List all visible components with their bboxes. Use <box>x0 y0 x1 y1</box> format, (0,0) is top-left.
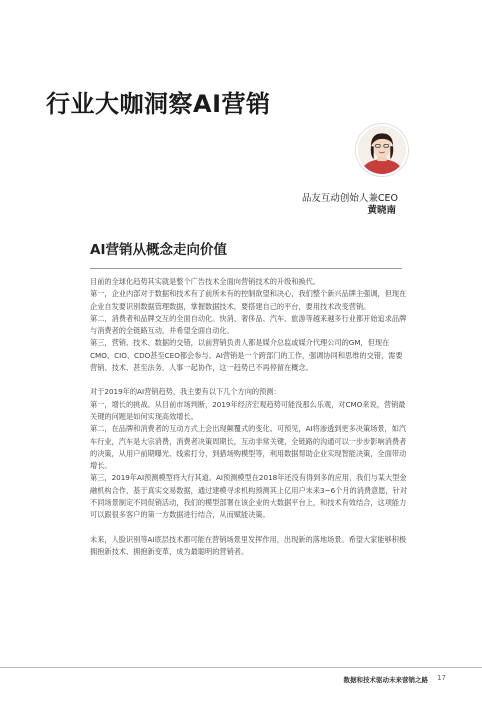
paragraph-gap <box>90 374 408 386</box>
paragraph: 第二，在品牌和消费者的互动方式上会出现颠覆式的变化。可预见，AI将渗透到更多决策场景，如汽车行业，汽车是大宗消费，消费者决策周期长，互动非常关键，全链路的沟通可以一步步影响消费者的决策，从用户前期曝光、线索打分，到猎场购模型等，利用数据帮助企业实现智能决策，全面带动增长。 <box>90 424 407 471</box>
page-number: 17 <box>437 674 446 682</box>
footer-divider <box>0 667 482 668</box>
paragraph: 未来，人脸识别等AI底层技术都可能在营销场景里发挥作用，出现新的落地场景。希望大家能够积极拥抱新技术、拥抱新变革，成为最聪明的营销者。 <box>90 534 407 556</box>
footer-caption: 数据和技术驱动未来营销之路 <box>343 676 428 684</box>
paragraph: 第三，2019年AI预测模型将大行其道。AI预测模型在2018年还没有得到多的应用，我们与某大型金融机构合作，基于真实交易数据，通过建模寻求机构预测其上亿用户未来3~6个月的消费意愿，针对不同场景制定不同促销活动，我们的模型部署在该企业的大数据平台上，和技术有效结合，这项能力可以跟很多客户的第一方数据进行结合，从而赋能决策。 <box>90 473 408 520</box>
paragraph: 第一，增长的挑战。从目前市场判断，2019年经济宏观趋势可能没那么乐观，对CMO来说，营销最关键的问题是如何实现高效增长。 <box>90 399 406 421</box>
author-role: 品友互动创始人兼CEO <box>301 193 398 204</box>
page-title: 行业大咖洞察AI营销 <box>46 90 271 118</box>
paragraph-gap <box>90 522 408 534</box>
article-body <box>90 276 408 558</box>
author-name: 黄晓南 <box>367 205 396 216</box>
section-divider <box>90 268 402 269</box>
author-portrait-icon <box>358 126 406 174</box>
paragraph: 目前的全球化趋势其实就是整个广告技术全面向营销技术的升级和换代。 <box>90 277 321 286</box>
section-title: AI营销从概念走向价值 <box>90 242 227 258</box>
paragraph: 第一，企业内部对于数据和技术有了前所未有的控制欲望和决心，我们整个新兴品牌主强调，但现在企业自发要识别数据管理数据，掌握数据技术，要搭建自己的平台，要用技术改变营销。 <box>90 289 407 311</box>
paragraph: 对于2019年的AI营销趋势，我主要有以下几个方向的预测： <box>90 387 281 397</box>
paragraph: 第二，消费者和品牌交互的全面自动化。快消、奢侈品、汽车、旅游等越来越多行业都开始追求品牌与消费者的全链路互动，并希望全面自动化。 <box>90 313 407 336</box>
paragraph: 第三，营销、技术、数据的交错，以前营销负责人都是媒介总监或媒介代理公司的GM，但现在CMO、CIO、CDO甚至CEO都会参与。AI营销是一个跨部门的工作，强调协同和思维的交错，需要营销、技术、甚至法务、人事一起协作，这一趋势已不再停留在概念。 <box>90 338 403 373</box>
avatar <box>356 124 408 176</box>
